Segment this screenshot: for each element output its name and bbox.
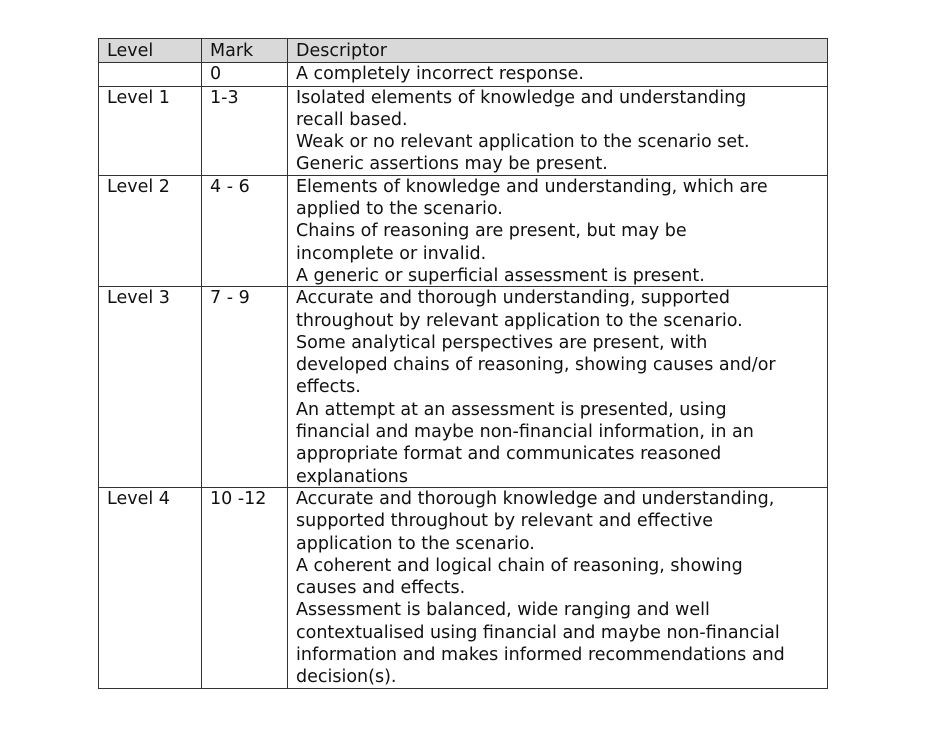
level-cell: Level 4 <box>99 487 202 688</box>
descriptor-line: application to the scenario. <box>296 533 535 554</box>
table-row <box>99 86 828 175</box>
level-cell: Level 1 <box>99 86 202 175</box>
descriptor-line: A generic or superficial assessment is present. <box>296 265 705 286</box>
descriptor-line: recall based. <box>296 109 408 130</box>
descriptor-line: causes and effects. <box>296 578 466 599</box>
mark-cell: 4 - 6 <box>202 175 288 286</box>
header-mark: Mark <box>202 39 288 63</box>
table-row <box>99 63 828 86</box>
descriptor-line: Accurate and thorough understanding, supported <box>296 288 731 309</box>
descriptor-line: information and makes informed recommendations and <box>296 645 785 666</box>
descriptor-cell <box>288 86 828 175</box>
descriptor-line: Elements of knowledge and understanding, which are <box>296 176 768 197</box>
descriptor-line: financial and maybe non-financial information, in an <box>296 422 754 443</box>
mark-scheme-table <box>98 38 828 689</box>
descriptor-line: Generic assertions may be present. <box>296 154 608 175</box>
mark-cell: 7 - 9 <box>202 287 288 488</box>
level-cell: Level 2 <box>99 175 202 286</box>
descriptor-line: developed chains of reasoning, showing causes and/or <box>296 355 776 376</box>
table-row <box>99 487 828 688</box>
descriptor-line: effects. <box>296 377 361 398</box>
descriptor-line: An attempt at an assessment is presented, using <box>296 399 727 420</box>
descriptor-line: decision(s). <box>296 667 397 688</box>
descriptor-line: Weak or no relevant application to the scenario set. <box>296 132 750 153</box>
descriptor-line: supported throughout by relevant and effective <box>296 511 713 532</box>
descriptor-line: Isolated elements of knowledge and understanding <box>296 87 747 108</box>
level-cell <box>99 63 202 86</box>
header-row <box>99 39 828 63</box>
mark-cell: 0 <box>202 63 288 86</box>
descriptor-line: Assessment is balanced, wide ranging and well <box>296 600 710 621</box>
descriptor-line: explanations <box>296 466 408 487</box>
descriptor-cell <box>288 175 828 286</box>
level-cell: Level 3 <box>99 287 202 488</box>
mark-cell: 1-3 <box>202 86 288 175</box>
descriptor-line: Accurate and thorough knowledge and understanding, <box>296 488 775 509</box>
descriptor-line: incomplete or invalid. <box>296 243 487 264</box>
descriptor-line: Chains of reasoning are present, but may be <box>296 221 687 242</box>
header-level: Level <box>99 39 202 63</box>
descriptor-line: Some analytical perspectives are present, with <box>296 332 708 353</box>
mark-cell: 10 -12 <box>202 487 288 688</box>
descriptor-line: applied to the scenario. <box>296 199 503 220</box>
descriptor-line: A completely incorrect response. <box>296 64 584 85</box>
descriptor-line: throughout by relevant application to the scenario. <box>296 310 743 331</box>
table-row <box>99 287 828 488</box>
descriptor-line: A coherent and logical chain of reasoning, showing <box>296 555 743 576</box>
table-row <box>99 175 828 286</box>
descriptor-line: contextualised using financial and maybe non-financial <box>296 622 780 643</box>
descriptor-cell <box>288 63 828 86</box>
descriptor-line: appropriate format and communicates reasoned <box>296 444 722 465</box>
descriptor-cell <box>288 287 828 488</box>
header-descriptor: Descriptor <box>288 39 828 63</box>
descriptor-cell <box>288 487 828 688</box>
